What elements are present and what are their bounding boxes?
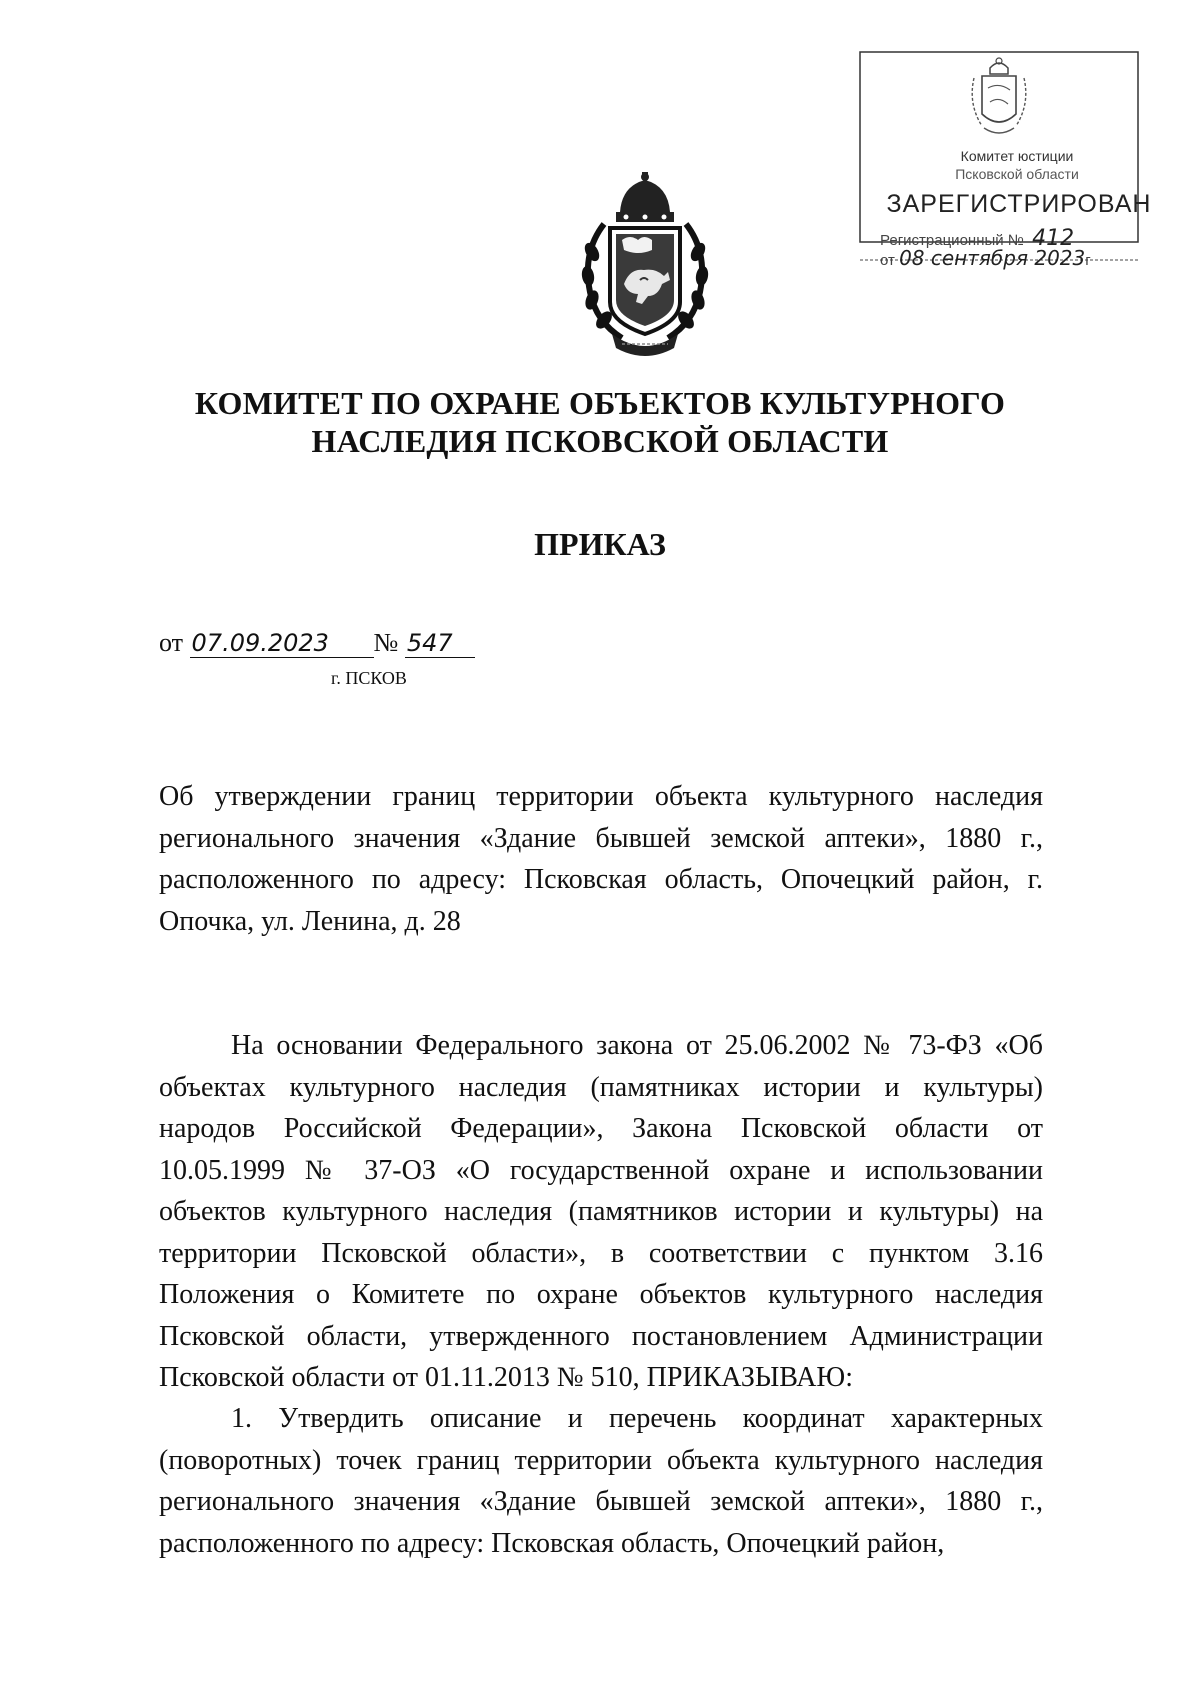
stamp-emblem-icon <box>964 54 1034 146</box>
organization-title <box>150 384 1050 460</box>
pskov-coat-of-arms-icon <box>578 172 712 358</box>
order-date: 07.09.2023 <box>190 629 374 658</box>
order-date-number-line <box>159 628 475 658</box>
order-from-label: от <box>159 628 184 657</box>
stamp-date-suffix: г <box>1085 252 1091 269</box>
order-basis-paragraph: На основании Федерального закона от 25.06.2002 № 73-ФЗ «Об объектах культурного наследия (памятниках истории и культуры) народов Российской Федерации», Закона Псковской области от 10.05.1999 № 37-ОЗ «О государственной охране и использовании объектов культурного наследия (памятников истории и культуры) на территории Псковской области», в соответствии с пунктом 3.16 Положения о Комитете по охране объектов культурного наследия Псковской области, утвержденного постановлением Администрации Псковской области от 01.11.2013 № 510, ПРИКАЗЫВАЮ: <box>159 1030 1043 1393</box>
stamp-date-line <box>880 246 1091 270</box>
organization-title-line1: КОМИТЕТ ПО ОХРАНЕ ОБЪЕКТОВ КУЛЬТУРНОГО <box>194 385 1006 421</box>
order-number: 547 <box>405 629 475 658</box>
order-number-label: № <box>373 628 399 657</box>
registration-stamp <box>858 50 1152 270</box>
order-city: г. ПСКОВ <box>331 668 407 688</box>
stamp-registered: ЗАРЕГИСТРИРОВАН <box>886 190 1152 218</box>
stamp-reg-number: 412 <box>1032 226 1075 251</box>
stamp-reg-label: Регистрационный № <box>880 232 1024 249</box>
stamp-org-line2: Псковской области <box>955 166 1079 182</box>
order-item-1: 1. Утвердить описание и перечень координат характерных (поворотных) точек границ территории объекта культурного наследия регионального значения «Здание бывшей земской аптеки», 1880 г., расположенного по адресу: Псковская область, Опочецкий район, <box>159 1403 1043 1559</box>
document-type: ПРИКАЗ <box>534 526 666 562</box>
stamp-org-line1: Комитет юстиции <box>960 148 1074 164</box>
organization-title-line2: НАСЛЕДИЯ ПСКОВСКОЙ ОБЛАСТИ <box>311 423 889 459</box>
order-subject: Об утверждении границ территории объекта культурного наследия регионального значения «Здание бывшей земской аптеки», 1880 г., расположенного по адресу: Псковская область, Опочецкий район, г. Опочка, ул. Ленина, д. 28 <box>159 781 1043 937</box>
stamp-date-value: 08 сентября 2023 <box>899 246 1086 270</box>
stamp-date-label: от <box>880 252 895 269</box>
